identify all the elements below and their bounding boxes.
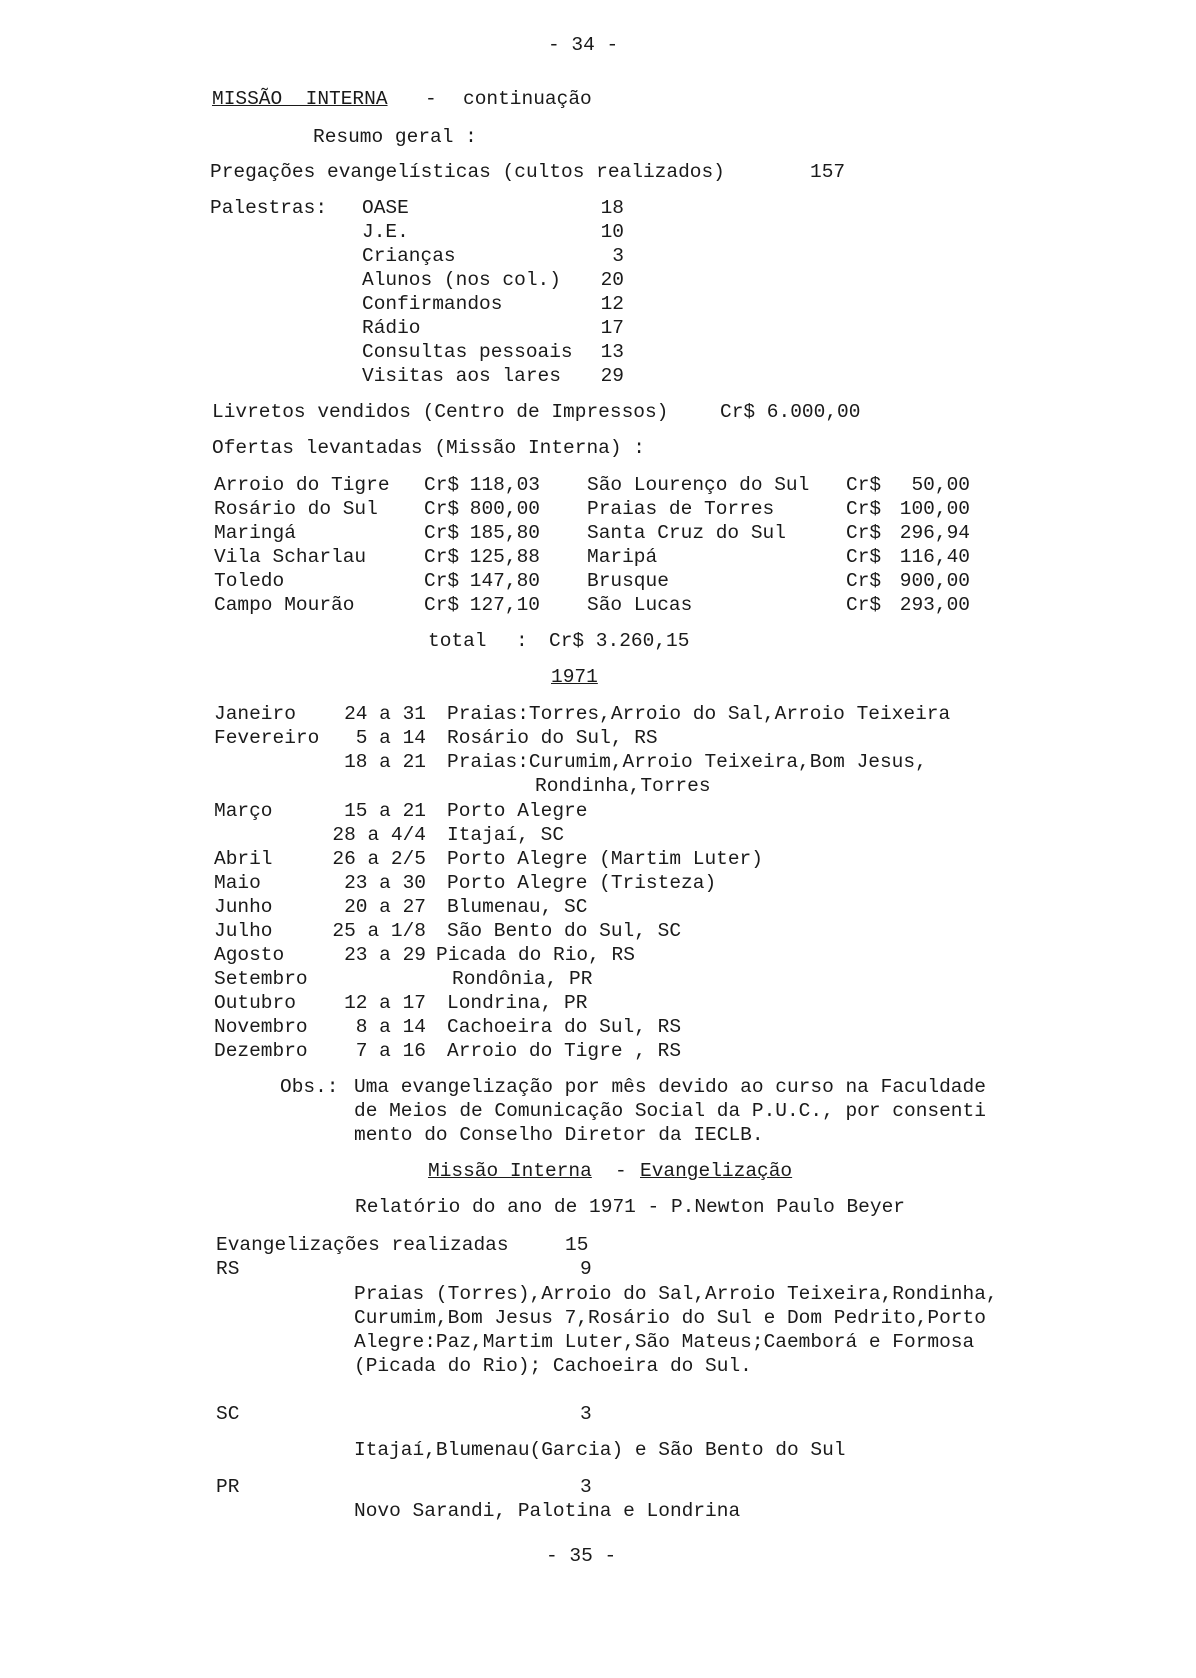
year-heading: 1971 [551, 666, 598, 688]
palestra-value: 20 [600, 269, 624, 291]
oferta-currency: Cr$ [424, 546, 460, 568]
oferta-currency: Cr$ [424, 594, 460, 616]
palestra-value: 10 [600, 221, 624, 243]
schedule-place: Praias:Curumim,Arroio Teixeira,Bom Jesus, [447, 751, 927, 773]
evangelizacoes-label: Evangelizações realizadas [216, 1234, 509, 1256]
oferta-amount: 100,00 [899, 498, 970, 520]
schedule-dates: 28 a 4/4 [332, 824, 426, 846]
oferta-amount: 185,80 [469, 522, 540, 544]
region-line: Alegre:Paz,Martim Luter,São Mateus;Caemborá e Formosa [354, 1331, 975, 1353]
palestra-label: Alunos (nos col.) [362, 269, 561, 291]
schedule-dates: 8 a 14 [355, 1016, 426, 1038]
section-title-dash: - [615, 1160, 627, 1182]
schedule-month: Outubro [214, 992, 296, 1014]
evangelizacoes-value: 15 [565, 1234, 589, 1256]
region-count: 3 [580, 1476, 592, 1498]
oferta-currency: Cr$ [846, 546, 882, 568]
palestra-label: Crianças [362, 245, 456, 267]
obs-label: Obs.: [280, 1076, 339, 1098]
schedule-place: Picada do Rio, RS [436, 944, 635, 966]
resumo-label: Resumo geral : [313, 126, 477, 148]
region-code: PR [216, 1476, 240, 1498]
obs-line: mento do Conselho Diretor da IECLB. [354, 1124, 764, 1146]
total-label: total [428, 630, 487, 652]
obs-line: de Meios de Comunicação Social da P.U.C., por consenti [354, 1100, 986, 1122]
schedule-dates: 25 a 1/8 [332, 920, 426, 942]
palestra-label: J.E. [362, 221, 409, 243]
palestra-label: Consultas pessoais [362, 341, 573, 363]
schedule-place: Cachoeira do Sul, RS [447, 1016, 682, 1038]
schedule-place: Blumenau, SC [447, 896, 588, 918]
oferta-place: São Lucas [587, 594, 693, 616]
schedule-dates: 15 a 21 [344, 800, 426, 822]
oferta-place: Rosário do Sul [214, 498, 378, 520]
palestra-value: 13 [600, 341, 624, 363]
schedule-month: Setembro [214, 968, 308, 990]
region-count: 9 [580, 1258, 592, 1280]
schedule-place: São Bento do Sul, SC [447, 920, 682, 942]
oferta-currency: Cr$ [846, 522, 882, 544]
region-count: 3 [580, 1403, 592, 1425]
schedule-dates: 23 a 30 [344, 872, 426, 894]
oferta-place: Praias de Torres [587, 498, 775, 520]
schedule-month: Abril [214, 848, 273, 870]
schedule-place: Rondinha,Torres [535, 775, 711, 797]
schedule-month: Janeiro [214, 703, 296, 725]
oferta-amount: 800,00 [469, 498, 540, 520]
schedule-dates: 26 a 2/5 [332, 848, 426, 870]
palestra-label: Confirmandos [362, 293, 503, 315]
schedule-place: Praias:Torres,Arroio do Sal,Arroio Teixeira [447, 703, 951, 725]
oferta-place: São Lourenço do Sul [587, 474, 810, 496]
oferta-amount: 293,00 [899, 594, 970, 616]
palestra-label: Rádio [362, 317, 421, 339]
palestras-label: Palestras: [210, 197, 328, 219]
oferta-place: Maringá [214, 522, 296, 544]
livretos-value: Cr$ 6.000,00 [720, 401, 861, 423]
section-title-a: Missão Interna [428, 1160, 592, 1182]
section-title-b: Evangelização [640, 1160, 793, 1182]
schedule-month: Fevereiro [214, 727, 320, 749]
pregacoes-value: 157 [810, 161, 846, 183]
schedule-place: Itajaí, SC [447, 824, 565, 846]
oferta-place: Brusque [587, 570, 669, 592]
schedule-place: Porto Alegre [447, 800, 588, 822]
oferta-amount: 118,03 [469, 474, 540, 496]
palestra-value: 3 [612, 245, 624, 267]
oferta-amount: 50,00 [911, 474, 970, 496]
schedule-place: Rondônia, PR [452, 968, 593, 990]
pregacoes-label: Pregações evangelísticas (cultos realizados) [210, 161, 725, 183]
schedule-month: Maio [214, 872, 261, 894]
oferta-amount: 116,40 [899, 546, 970, 568]
livretos-label: Livretos vendidos (Centro de Impressos) [212, 401, 669, 423]
total-separator: : [516, 630, 528, 652]
palestra-value: 17 [600, 317, 624, 339]
page-number-bottom: - 35 - [546, 1545, 617, 1567]
schedule-month: Julho [214, 920, 273, 942]
oferta-currency: Cr$ [846, 474, 882, 496]
palestra-value: 29 [600, 365, 624, 387]
total-value: Cr$ 3.260,15 [549, 630, 690, 652]
schedule-place: Rosário do Sul, RS [447, 727, 658, 749]
region-line: (Picada do Rio); Cachoeira do Sul. [354, 1355, 752, 1377]
schedule-dates: 12 a 17 [344, 992, 426, 1014]
oferta-amount: 147,80 [469, 570, 540, 592]
oferta-amount: 127,10 [469, 594, 540, 616]
schedule-dates: 5 a 14 [355, 727, 426, 749]
palestra-value: 12 [600, 293, 624, 315]
palestra-label: OASE [362, 197, 409, 219]
schedule-month: Agosto [214, 944, 285, 966]
report-line: Relatório do ano de 1971 - P.Newton Paulo Beyer [355, 1196, 905, 1218]
header-subtitle: continuação [463, 88, 592, 110]
header-title: MISSÃO INTERNA [212, 88, 388, 110]
oferta-place: Maripá [587, 546, 658, 568]
palestra-label: Visitas aos lares [362, 365, 561, 387]
region-line: Novo Sarandi, Palotina e Londrina [354, 1500, 741, 1522]
schedule-dates: 23 a 29 [344, 944, 426, 966]
oferta-place: Campo Mourão [214, 594, 355, 616]
schedule-dates: 7 a 16 [355, 1040, 426, 1062]
schedule-place: Arroio do Tigre , RS [447, 1040, 682, 1062]
schedule-month: Novembro [214, 1016, 308, 1038]
schedule-month: Março [214, 800, 273, 822]
oferta-currency: Cr$ [846, 498, 882, 520]
region-line: Itajaí,Blumenau(Garcia) e São Bento do Sul [354, 1439, 846, 1461]
oferta-currency: Cr$ [846, 570, 882, 592]
oferta-place: Arroio do Tigre [214, 474, 390, 496]
oferta-place: Santa Cruz do Sul [587, 522, 786, 544]
schedule-month: Junho [214, 896, 273, 918]
oferta-amount: 296,94 [899, 522, 970, 544]
palestra-value: 18 [600, 197, 624, 219]
region-line: Praias (Torres),Arroio do Sal,Arroio Teixeira,Rondinha, [354, 1283, 998, 1305]
schedule-dates: 20 a 27 [344, 896, 426, 918]
oferta-currency: Cr$ [424, 570, 460, 592]
header-dash: - [425, 88, 437, 110]
region-code: RS [216, 1258, 240, 1280]
schedule-place: Porto Alegre (Tristeza) [447, 872, 717, 894]
region-code: SC [216, 1403, 240, 1425]
region-line: Curumim,Bom Jesus 7,Rosário do Sul e Dom Pedrito,Porto [354, 1307, 986, 1329]
schedule-place: Londrina, PR [447, 992, 588, 1014]
oferta-currency: Cr$ [846, 594, 882, 616]
page-number-top: - 34 - [548, 34, 619, 56]
obs-line: Uma evangelização por mês devido ao curso na Faculdade [354, 1076, 986, 1098]
oferta-currency: Cr$ [424, 498, 460, 520]
oferta-amount: 125,88 [469, 546, 540, 568]
schedule-dates: 24 a 31 [344, 703, 426, 725]
ofertas-label: Ofertas levantadas (Missão Interna) : [212, 437, 645, 459]
oferta-place: Vila Scharlau [214, 546, 367, 568]
schedule-place: Porto Alegre (Martim Luter) [447, 848, 763, 870]
oferta-currency: Cr$ [424, 522, 460, 544]
oferta-amount: 900,00 [899, 570, 970, 592]
schedule-dates: 18 a 21 [344, 751, 426, 773]
schedule-month: Dezembro [214, 1040, 308, 1062]
oferta-currency: Cr$ [424, 474, 460, 496]
oferta-place: Toledo [214, 570, 285, 592]
